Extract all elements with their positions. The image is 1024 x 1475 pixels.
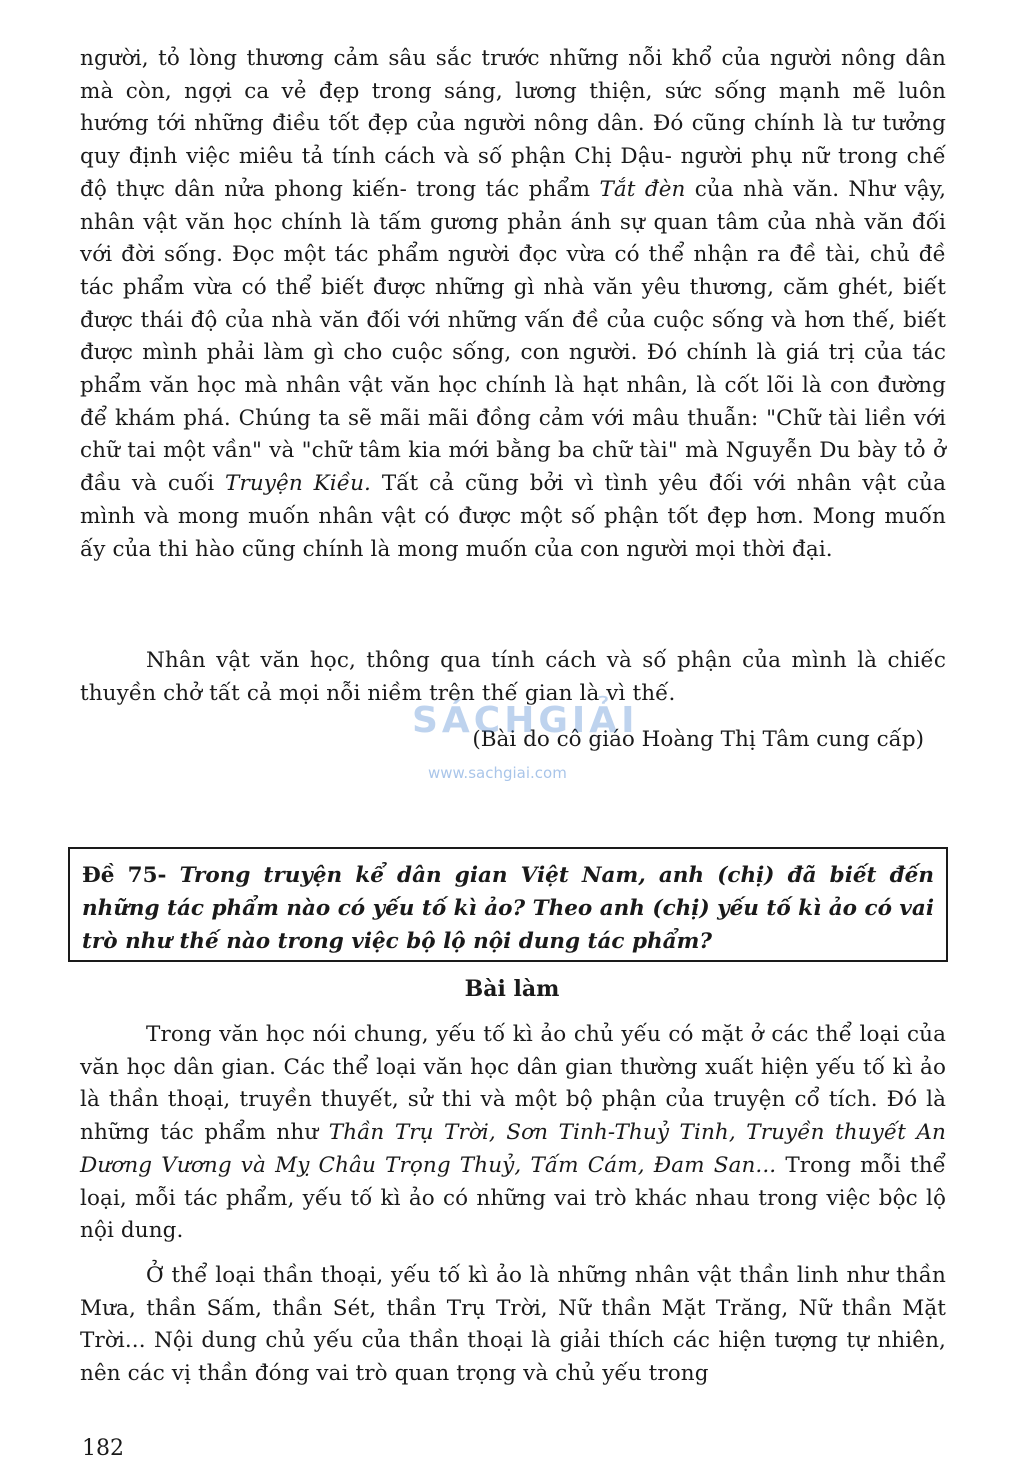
paragraph-text: Trong mỗi thể loại, mỗi tác phẩm, yếu tố kì ảo có những vai trò khác nhau trong việc bộc lộ nội dung.	[80, 1152, 946, 1244]
paragraph-mythology: Ở thể loại thần thoại, yếu tố kì ảo là những nhân vật thần linh như thần Mưa, thần Sấm, thần Sét, thần Trụ Trời, Nữ thần Mặt Trăng, Nữ thần Mặt Trời... Nội dung chủ yếu của thần thoại là giải thích các hiện tượng tự nhiên, nên các vị thần đóng vai trò quan trọng và chủ yếu trong	[80, 1263, 946, 1387]
watermark-logo: SÁCHGIẢI	[412, 700, 639, 741]
source-credit: (Bài do cô giáo Hoàng Thị Tâm cung cấp)	[472, 727, 924, 752]
watermark-url: www.sachgiai.com	[428, 764, 567, 782]
page-number: 182	[82, 1436, 124, 1461]
paragraph-text: Tất cả cũng bởi vì tình yêu đối với nhân vật của mình và mong muốn nhân vật có được một số phận tốt đẹp hơn. Mong muốn ấy của thi hào cũng chính là mong muốn của con người mọi thời đại.	[80, 471, 947, 562]
section-heading: Bài làm	[464, 976, 560, 1002]
question-box	[68, 847, 948, 962]
work-title-tat-den: Tắt đèn	[599, 176, 686, 202]
paragraph-text: của nhà văn. Như vậy, nhân vật văn học chính là tấm gương phản ánh sự quan tâm của nhà văn đối với đời sống. Đọc một tác phẩm người đọc vừa có thể nhận ra đề tài, chủ đề tác phẩm vừa có thể biết được những gì nhà văn yêu thương, căm ghét, biết được thái độ của nhà văn đối với những vấn đề của cuộc sống và hơn thế, biết được mình phải làm gì cho cuộc sống, con người. Đó chính là giá trị của tác phẩm văn học mà nhân vật văn học chính là hạt nhân, là cốt lõi là con đường để khám phá. Chúng ta sẽ mãi mãi đồng cảm với mâu thuẫn: "Chữ tài liền với chữ tai một vần" và "chữ tâm kia mới bằng ba chữ tài" mà Nguyễn Du bày tỏ ở đầu và cuối	[80, 176, 947, 497]
question-label: Đề 75-	[82, 863, 167, 888]
paragraph-intro	[80, 1019, 946, 1248]
paragraph-character-values	[80, 43, 946, 566]
paragraph-text: Trong văn học nói chung, yếu tố kì ảo chủ yếu có mặt ở các thể loại của văn học dân gian. Các thể loại văn học dân gian thường xuất hiện yếu tố kì ảo là thần thoại, truyền thuyết, sử thi và một bộ phận của truyện cổ tích. Đó là những tác phẩm như	[80, 1022, 946, 1146]
work-title-truyen-kieu: Truyện Kiều.	[225, 471, 371, 497]
work-titles-list: Thần Trụ Trời, Sơn Tinh-Thuỷ Tinh, Truyền thuyết An Dương Vương và Mỵ Châu Trọng Thuỷ, Tấm Cám, Đam San...	[80, 1120, 947, 1178]
paragraph-text: người, tỏ lòng thương cảm sâu sắc trước những nỗi khổ của người nông dân mà còn, ngợi ca vẻ đẹp trong sáng, lương thiện, sức sống mạnh mẽ luôn hướng tới những điều tốt đẹp của người nông dân. Đó cũng chính là tư tưởng quy định việc miêu tả tính cách và số phận Chị Dậu- người phụ nữ trong chế độ thực dân nửa phong kiến- trong tác phẩm	[80, 46, 946, 202]
question-text: Trong truyện kể dân gian Việt Nam, anh (chị) đã biết đến những tác phẩm nào có yếu tố kì ảo? Theo anh (chị) yếu tố kì ảo có vai trò như thế nào trong việc bộ lộ nội dung tác phẩm?	[82, 863, 934, 954]
paragraph-conclusion: Nhân vật văn học, thông qua tính cách và số phận của mình là chiếc thuyền chở tất cả mọi nỗi niềm trên thế gian là vì thế.	[80, 648, 946, 706]
